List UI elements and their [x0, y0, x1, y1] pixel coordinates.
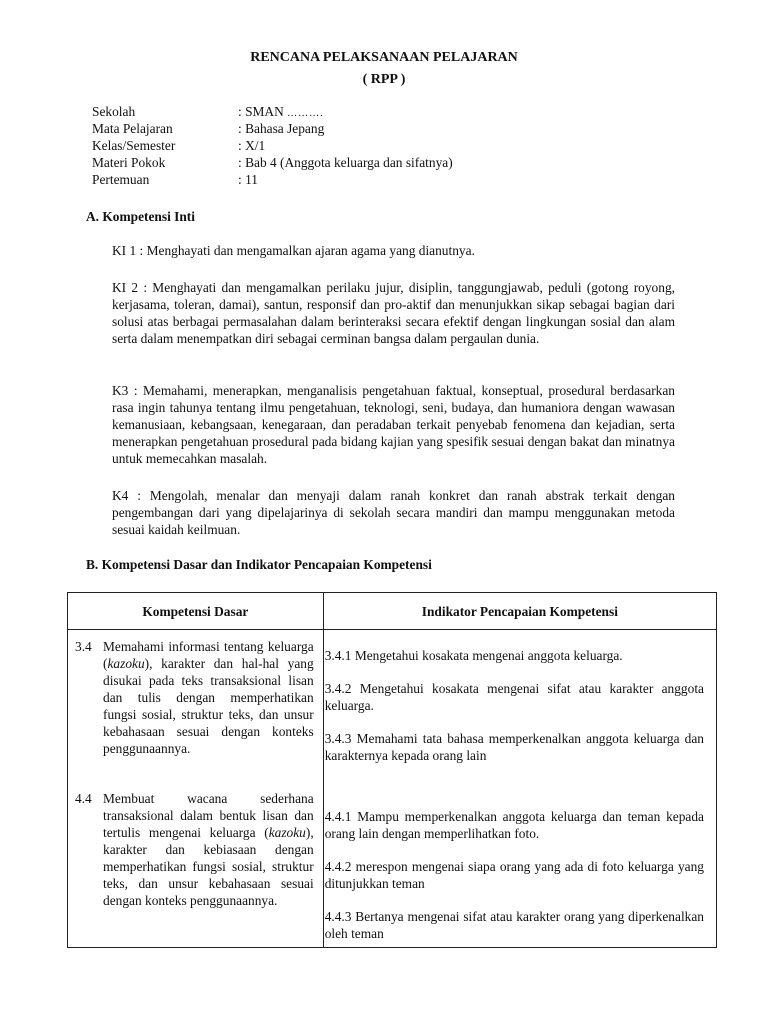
kd-item-3-4 [69, 638, 322, 757]
indicator-4-4-2: 4.4.2 merespon mengenai siapa orang yang ada di foto keluarga yang ditunjukkan teman [324, 859, 704, 891]
indicator-cell [323, 630, 716, 948]
indicator-4-4-3: 4.4.3 Bertanya mengenai sifat atau karakter orang yang diperkenalkan oleh teman [324, 909, 704, 941]
table-header-row [68, 593, 717, 630]
ki-4-paragraph: K4 : Mengolah, menalar dan menyaji dalam ranah konkret dan ranah abstrak terkait dengan pengembangan dari yang dipelajarinya di sekolah secara mandiri dan mampu menggunakan metoda sesuai kaidah keilmuan. [112, 488, 675, 537]
info-label: Kelas/Semester [92, 138, 176, 153]
info-row-mata-pelajaran [92, 120, 453, 137]
kd-text: Membuat wacana sederhana transaksional dalam bentuk lisan dan tertulis mengenai keluarga (kazoku), karakter dan kebiasaan dengan memperhatikan fungsi sosial, struktur teks, dan unsur kebahasaan sesuai dengan konteks penggunaannya. [103, 791, 314, 908]
info-value: : X/1 [238, 138, 266, 153]
info-value: : 11 [238, 172, 258, 187]
kd-item-4-4 [69, 790, 322, 909]
header-indikator: Indikator Pencapaian Kompetensi [323, 593, 716, 630]
info-value: : SMAN ………. [238, 104, 324, 119]
kd-text: Memahami informasi tentang keluarga (kazoku), karakter dan hal-hal yang disukai pada teks transaksional lisan dan tulis dengan memperhatikan fungsi sosial, struktur teks, dan unsur kebahasaan sesuai dengan konteks penggunaannya. [103, 639, 314, 756]
info-value: : Bahasa Jepang [238, 121, 325, 136]
section-a-heading: A. Kompetensi Inti [86, 209, 195, 224]
info-value: : Bab 4 (Anggota keluarga dan sifatnya) [238, 155, 453, 170]
info-label: Pertemuan [92, 172, 150, 187]
ki-1-paragraph: KI 1 : Menghayati dan mengamalkan ajaran agama yang dianutnya. [112, 243, 475, 258]
indicator-3-4-1: 3.4.1 Mengetahui kosakata mengenai anggota keluarga. [324, 648, 623, 663]
table-row [68, 630, 717, 948]
info-row-pertemuan [92, 171, 453, 188]
info-label: Materi Pokok [92, 155, 166, 170]
indicator-4-4-1: 4.4.1 Mampu memperkenalkan anggota keluarga dan teman kepada orang lain dengan memperlihatkan foto. [324, 809, 704, 841]
document-subtitle: ( RPP ) [362, 72, 406, 87]
info-label: Sekolah [92, 104, 136, 119]
competency-table [67, 592, 717, 948]
placeholder-dots: ………. [287, 108, 324, 119]
info-row-sekolah [92, 103, 453, 120]
kd-number: 3.4 [75, 639, 92, 654]
kd-cell [68, 630, 324, 948]
info-row-materi-pokok [92, 154, 453, 171]
kd-number: 4.4 [75, 791, 92, 806]
info-label: Mata Pelajaran [92, 121, 173, 136]
indicator-3-4-3: 3.4.3 Memahami tata bahasa memperkenalkan anggota keluarga dan karakternya kepada orang lain [324, 731, 704, 763]
document-title: RENCANA PELAKSANAAN PELAJARAN [250, 50, 518, 65]
ki-3-paragraph: K3 : Memahami, menerapkan, menganalisis pengetahuan faktual, konseptual, prosedural berdasarkan rasa ingin tahunya tentang ilmu pengetahuan, teknologi, seni, budaya, dan humaniora dengan wawasan kemanusiaan, kebangsaan, kenegaraan, dan peradaban terkait penyebab fenomena dan kejadian, serta menerapkan pengetahuan prosedural pada bidang kajian yang spesifik sesuai dengan bakat dan minatnya untuk memecahkan masalah. [112, 383, 675, 466]
ki-2-paragraph: KI 2 : Menghayati dan mengamalkan perilaku jujur, disiplin, tanggungjawab, peduli (gotong royong, kerjasama, toleran, damai), santun, responsif dan pro-aktif dan menunjukkan sikap sebagai bagian dari solusi atas berbagai permasalahan dalam berinteraksi secara efektif dengan lingkungan sosial dan alam serta dalam menempatkan diri sebagai cerminan bangsa dalam pergaulan dunia. [112, 280, 675, 346]
info-block [92, 103, 453, 188]
header-kompetensi-dasar: Kompetensi Dasar [68, 593, 324, 630]
info-row-kelas-semester [92, 137, 453, 154]
indicator-3-4-2: 3.4.2 Mengetahui kosakata mengenai sifat atau karakter anggota keluarga. [324, 681, 704, 713]
section-b-heading: B. Kompetensi Dasar dan Indikator Pencapaian Kompetensi [86, 557, 432, 572]
